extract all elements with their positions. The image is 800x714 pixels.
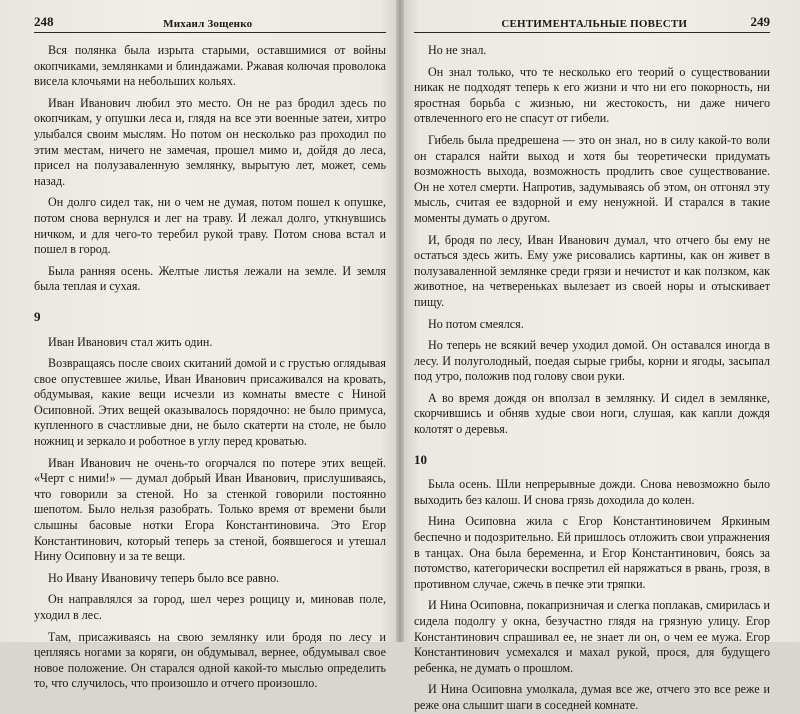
paragraph: Там, присаживаясь на свою землянку или бродя по лесу и цепляясь ногами за коряги, он обдумывал, вернее, обдумывал свое новое положение. Он старался одной какой-то мыслью определить то, что случилось, что произошло и отчего произошло. [34, 629, 386, 691]
paragraph: Он направлялся за город, шел через рощицу и, миновав поле, уходил в лес. [34, 592, 386, 622]
paragraph: Возвращаясь после своих скитаний домой и с грустью оглядывая свое опустевшее жилье, Иван Иванович присаживался на кровать, обдумывая, какие вещи исчезли из комнаты вместе с Ниной Осиповной. Этих вещей оказывалось порядочно: не было примуса, купленного в счастливые дни, не было скатерти на столе, не было ножниц и зеркало и роботное в углу перед кроватью. [34, 356, 386, 449]
page-number-left: 248 [34, 14, 54, 29]
running-head-author: Михаил Зощенко [163, 18, 253, 30]
page-number-right: 249 [750, 14, 770, 29]
right-page [400, 0, 800, 712]
section-number: 9 [34, 308, 41, 324]
book-gutter [396, 0, 404, 642]
paragraph: Была ранняя осень. Желтые листья лежали на земле. И земля была теплая и сухая. [34, 263, 386, 294]
paragraph: И Нина Осиповна, покапризничая и слегка поплакав, смирилась и сидела подолгу у окна, безучастно глядя на грязную улицу. Егор Константинович спрашивал ее, не знает ли он, о чем ее мужа. Егор Константинович усмехался и махал рукой, прося, для будущего ребенка, не думать о прошлом. [414, 598, 770, 675]
paragraph: Но теперь не всякий вечер уходил домой. Он оставался иногда в лесу. И полуголодный, поедая сырые грибы, корни и ягоды, засыпал под утро, положив под голову свои руки. [414, 338, 770, 384]
paragraph: Иван Иванович не очень-то огорчался по потере этих вещей. «Черт с ними!» — думал добрый Иван Иванович, прислушиваясь, что говорили за стеной. Но за стенкой говорили постоянно шепотом. Было нельзя разобрать. Только время от времени были слышны басовые нотки Егора Константиновича. Это Егор Константинович, который теперь за стеной, боявшегося и утешал Нину Осиповну и за те вещи. [34, 455, 386, 564]
paragraph: Была осень. Шли непрерывные дожди. Снова невозможно было выходить без калош. И снова грязь доходила до колен. [414, 477, 770, 507]
paragraph: Но не знал. [428, 43, 487, 57]
paragraph: А во время дождя он вползал в землянку. И сидел в землянке, скорчившись и обняв худые свои ноги, слушая, как капли дождя колотят о деревья. [414, 390, 770, 437]
paragraph: Вся полянка была изрыта старыми, оставшимися от войны окопчиками, землянками и блиндажами. Ржавая колючая проволока висела клочьями на небольших кольях. [34, 43, 386, 89]
running-head-title: СЕНТИМЕНТАЛЬНЫЕ ПОВЕСТИ [501, 18, 688, 30]
right-page-header [414, 8, 770, 33]
paragraph: Он знал только, что те несколько его теорий о существовании никак не подходят теперь к его жизни и что ни его покорность, ни яростная борьба с жизнью, ни жестокость, ни даже ничего отвлеченного его не спасут от гибели. [414, 64, 770, 126]
paragraph: Но Ивану Ивановичу теперь было все равно. [48, 570, 280, 585]
paragraph: Он долго сидел так, ни о чем не думая, потом пошел к опушке, потом снова вернулся и лег на траву. И лежал долго, уткнувшись ничком, и для чего-то теребил рукой траву. Потом снова встал и пошел в город. [34, 195, 386, 257]
paragraph: Но потом смеялся. [428, 316, 524, 331]
section-number: 10 [414, 451, 427, 467]
paragraph: Гибель была предрешена — это он знал, но в силу какой-то воли он старался найти выход и хотя бы теоретически придумать возможность выхода, возможность продлить свое существование. Он не хотел смерти. Напротив, задумываясь об этом, он отгонял эту мысль, считая ее вздорной и ему ненужной. И старался в такие моменты думать о другом. [414, 132, 770, 225]
paragraph: И, бродя по лесу, Иван Иванович думал, что отчего бы ему не остаться здесь жить. Ему уже рисовались картины, как он живет в полузаваленной землянке среди грязи и нечистот и как ползком, как животное, на четвереньках вылезает из своей норы и отыскивает пищу. [414, 232, 770, 309]
paragraph: Иван Иванович любил это место. Он не раз бродил здесь по окопчикам, у опушки леса и, глядя на все эти военные затеи, хитро улыбался своим мыслям. Но потом он несколько раз проходил по этим местам, ничего не замечая, прошел мимо и, дойдя до леса, присел на полузаваленную землянку, вырытую лет, может, семь назад. [34, 95, 386, 188]
paragraph: Иван Иванович стал жить один. [48, 334, 213, 349]
left-page-text [34, 43, 386, 692]
left-page-header [34, 8, 386, 33]
paragraph: И Нина Осиповна умолкала, думая все же, отчего это все реже и реже она слышит шаги в соседней комнате. [414, 682, 770, 712]
paragraph: Нина Осиповна жила с Егор Константиновичем Яркиным беспечно и подозрительно. Ей пришлось отложить свои упражнения в танцах. Она была беременна, и Егор Константинович, боясь за потомство, категорически воспретил ей наряжаться в рвань, грозя, в противном случае, сжечь в печке эти тряпки. [414, 514, 770, 591]
left-page [0, 0, 400, 691]
right-page-text [414, 43, 770, 714]
